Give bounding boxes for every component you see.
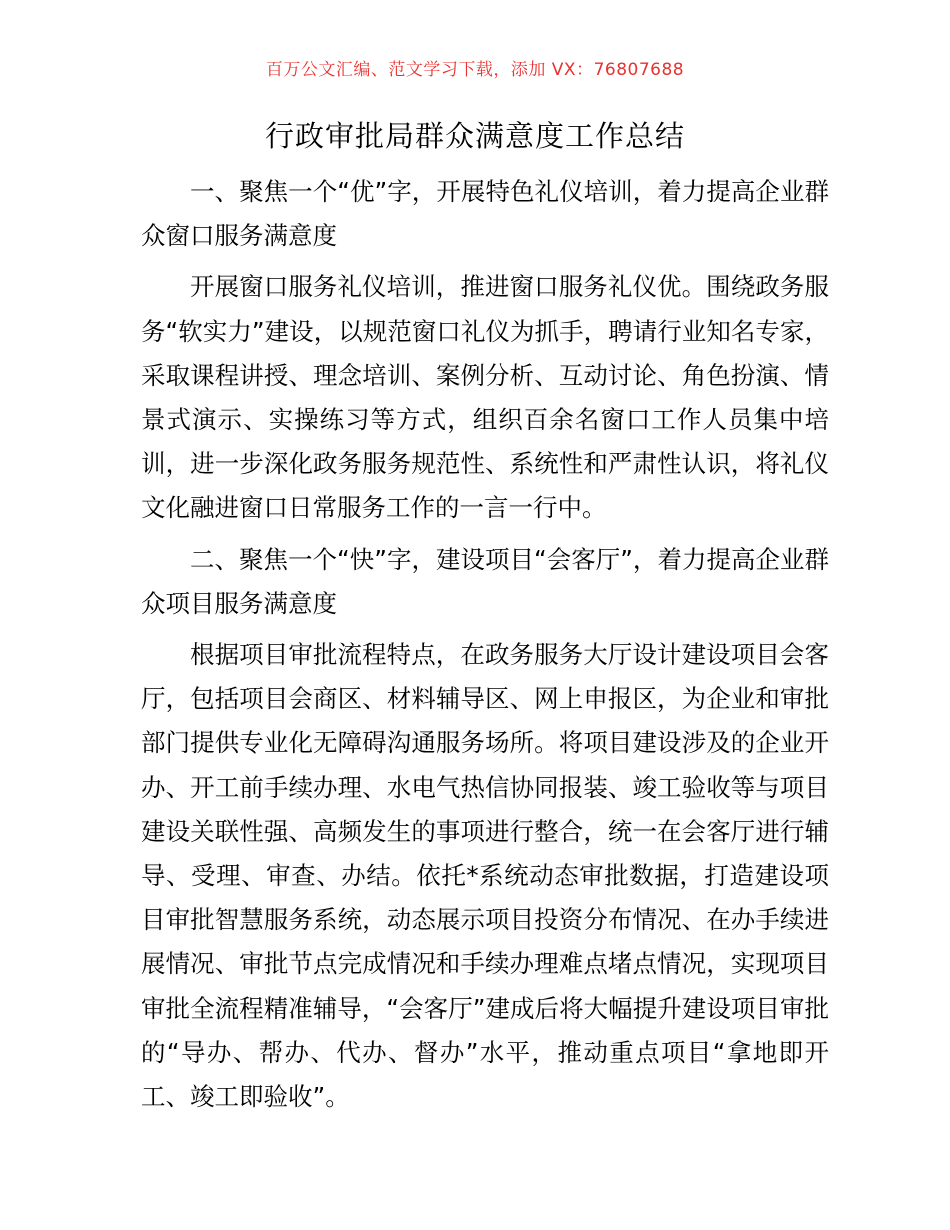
section-heading-1: 一、聚焦一个“优”字，开展特色礼仪培训，着力提高企业群众窗口服务满意度 (141, 177, 829, 251)
document-body (141, 170, 829, 1126)
section-paragraph-2: 根据项目审批流程特点，在政务服务大厅设计建设项目会客厅，包括项目会商区、材料辅导区、网上申报区，为企业和审批部门提供专业化无障碍沟通服务场所。将项目建设涉及的企业开办、开工前手续办理、水电气热信协同报装、竣工验收等与项目建设关联性强、高频发生的事项进行整合，统一在会客厅进行辅导、受理、审查、办结。依托*系统动态审批数据，打造建设项目审批智慧服务系统，动态展示项目投资分布情况、在办手续进展情况、审批节点完成情况和手续办理难点堵点情况，实现项目审批全流程精准辅导，“会客厅”建成后将大幅提升建设项目审批的“导办、帮办、代办、督办”水平，推动重点项目“拿地即开工、竣工即验收”。 (141, 640, 829, 1112)
document-title: 行政审批局群众满意度工作总结 (264, 119, 685, 153)
section-paragraph-1: 开展窗口服务礼仪培训，推进窗口服务礼仪优。围绕政务服务“软实力”建设，以规范窗口礼仪为抓手，聘请行业知名专家，采取课程讲授、理念培训、案例分析、互动讨论、角色扮演、情景式演示、实操练习等方式，组织百余名窗口工作人员集中培训，进一步深化政务服务规范性、系统性和严肃性认识，将礼仪文化融进窗口日常服务工作的一言一行中。 (141, 272, 829, 523)
section-heading-2: 二、聚焦一个“快”字，建设项目“会客厅”，着力提高企业群众项目服务满意度 (141, 544, 829, 618)
header-note: 百万公文汇编、范文学习下载，添加 VX：76807688 (265, 60, 685, 80)
